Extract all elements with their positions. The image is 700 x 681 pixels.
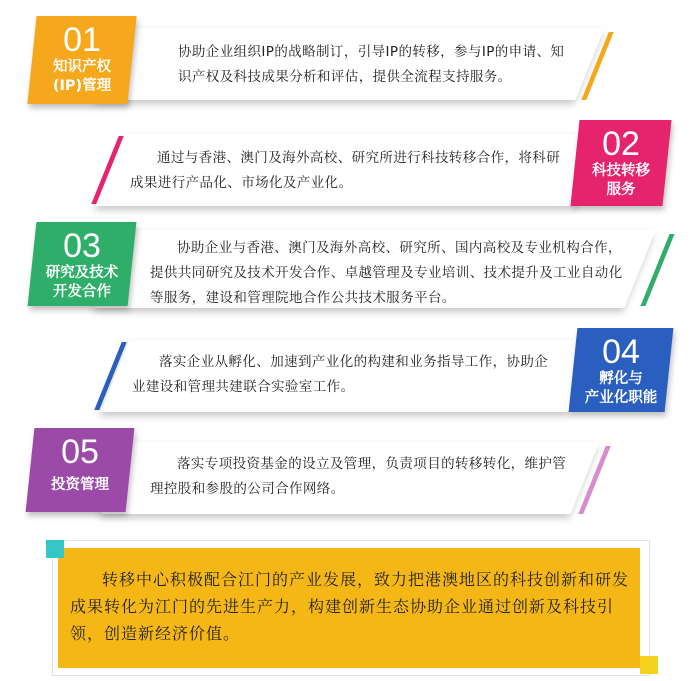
- summary-text: 转移中心积极配合江门的产业发展，致力把港澳地区的科技创新和研发成果转化为江门的先进生产力，构建创新生态协助企业通过创新及科技引领，创造新经济价值。: [70, 570, 630, 643]
- section-text-01: 协助企业组织IP的战略制订，引导IP的转移，参与IP的申请、知识产权及科技成果分析和评估，提供全流程支持服务。: [178, 44, 565, 85]
- section-title-02: 科技转移 服务: [592, 163, 650, 198]
- plus-corner-icon-top-left: [46, 540, 64, 558]
- section-text-05: 落实专项投资基金的设立及管理，负责项目的转移转化，维护管理控股和参股的公司合作网络。: [150, 456, 567, 497]
- section-number-03: 03: [63, 227, 101, 265]
- section-number-04: 04: [602, 333, 640, 371]
- section-text-03: 协助企业与香港、澳门及海外高校、研究所、国内高校及专业机构合作，提供共同研究及技术开发合作、卓越管理及专业培训、技术提升及工业自动化等服务，建设和管理院地合作公共技术服务平台。: [150, 240, 623, 306]
- section-title-04: 孵化与 产业化职能: [584, 371, 658, 406]
- section-number-02: 02: [602, 125, 640, 163]
- section-number-01: 01: [63, 21, 101, 59]
- section-badge-01: [27, 16, 136, 104]
- section-title-01: 知识产权 (IP)管理: [52, 59, 112, 94]
- section-badge-05: [26, 428, 135, 512]
- section-badge-04: [569, 328, 674, 412]
- section-title-05: 投资管理: [51, 477, 109, 493]
- section-text-02: 通过与香港、澳门及海外高校、研究所进行科技转移合作，将科研成果进行产品化、市场化及产业化。: [130, 150, 561, 191]
- plus-corner-icon-bottom-right: [640, 656, 658, 674]
- section-title-03: 研究及技术 开发合作: [45, 265, 119, 300]
- section-number-05: 05: [61, 433, 99, 471]
- section-text-04: 落实企业从孵化、加速到产业化的构建和业务指导工作，协助企业建设和管理共建联合实验室工作。: [132, 354, 549, 395]
- section-badge-03: [28, 222, 137, 306]
- section-badge-02: [570, 120, 671, 206]
